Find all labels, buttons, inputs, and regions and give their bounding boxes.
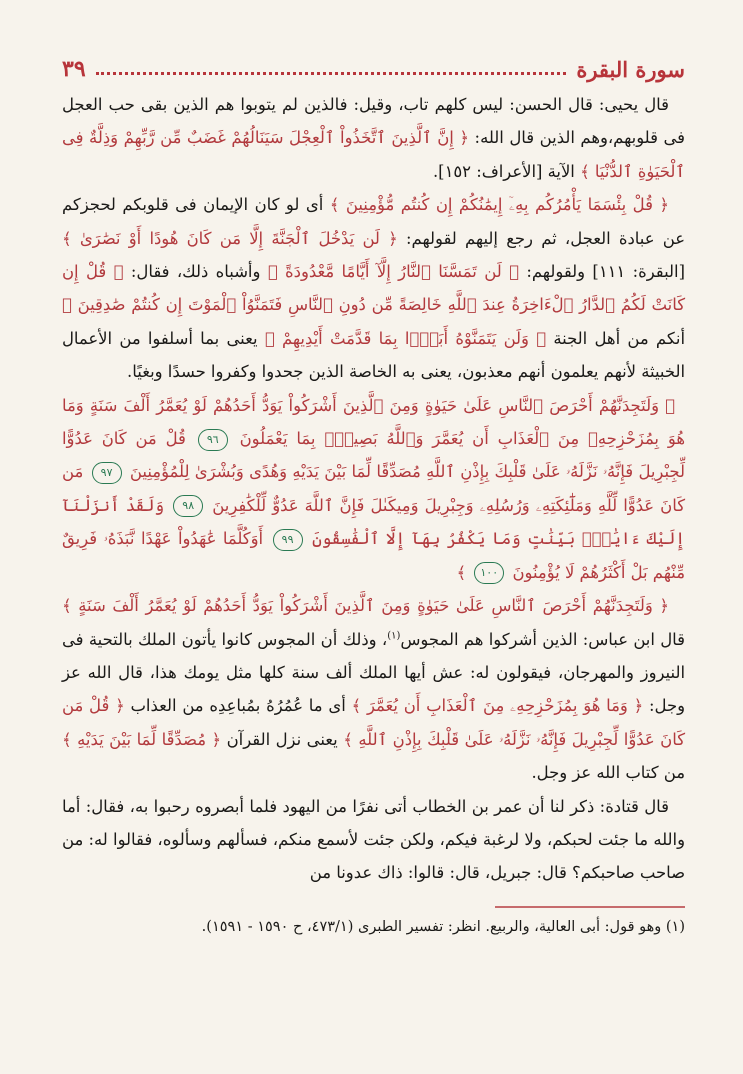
quran-quote: ﴿ مُصَدِّقًا لِّمَا بَيْنَ يَدَيْهِ ﴾	[62, 729, 222, 749]
paragraph	[62, 88, 685, 188]
page-number: ٣٩	[62, 56, 86, 82]
verse-number-marker: ٩٦	[198, 429, 228, 451]
quran-quote: ﴿ وَلَتَجِدَنَّهُمْ أَحْرَصَ ٱلنَّاسِ عَلَىٰ حَيَوٰةٍ وَمِنَ ٱلَّذِينَ أَشْرَكُواْ يَوَدُّ أَحَدُهُمْ لَوْ يُعَمَّرُ أَلْفَ سَنَةٍ وَمَا هُوَ بِمُزَحْزِحِهِۦ مِنَ ٱلْعَذَابِ أَن يُعَمَّرَ وَٱللَّهُ بَصِيرٌۢ بِمَا يَعْمَلُونَ	[62, 395, 685, 449]
quran-verse-block	[62, 389, 685, 589]
commentary-text: يعنى بما أسلفوا من الأعمال الخبيثة لأنهم يعلمون أنهم معذبون، يعنى به الخاصة الذين جحدوا وكفروا حسدًا وبغيًا.	[62, 328, 685, 382]
paragraph	[62, 790, 685, 890]
footnote: (١) وهو قول: أبى العالية، والربيع. انظر: تفسير الطبرى (٤٧٣/١، ح ١٥٩٠ - ١٥٩١).	[201, 918, 685, 935]
quran-quote: ﴿ قُلْ بِئْسَمَا يَأْمُرُكُم بِهِۦٓ إِيمَٰنُكُمْ إِن كُنتُم مُّؤْمِنِينَ ﴾	[329, 195, 670, 215]
commentary-text: من كتاب الله عز وجل.	[531, 763, 685, 783]
quran-quote: ﴿ إِنَّ ٱلَّذِينَ ٱتَّخَذُواْ ٱلْعِجْلَ سَيَنَالُهُمْ غَضَبٌ مِّن رَّبِّهِمْ وَذِلَّةٌ فِى ٱلْحَيَوٰةِ ٱلدُّنْيَا ﴾	[62, 128, 685, 181]
page-body	[62, 88, 685, 890]
commentary-text: أى لو كان الإيمان فى قلوبكم لحجزكم عن عبادة العجل، ثم رجع إليهم لقولهم:	[62, 195, 685, 248]
page-header	[62, 46, 685, 82]
quran-quote: قُلْ مَن كَانَ عَدُوًّا لِّجِبْرِيلَ فَإِنَّهُۥ نَزَّلَهُۥ عَلَىٰ قَلْبِكَ بِإِذْنِ ٱللَّهِ مُصَدِّقًا لِّمَا بَيْنَ يَدَيْهِ وَهُدًى وَبُشْرَىٰ لِلْمُؤْمِنِينَ	[62, 429, 685, 482]
quran-quote: ﴿ قُلْ إِن كَانَتْ لَكُمُ ٱلدَّارُ ٱلْءَاخِرَةُ عِندَ ٱللَّهِ خَالِصَةً مِّن دُونِ ٱلنَّاسِ فَتَمَنَّوُاْ ٱلْمَوْتَ إِن كُنتُمْ صَٰدِقِينَ ﴾	[62, 262, 685, 315]
footnote-reference: (١)	[387, 630, 401, 642]
verse-number-marker: ٩٧	[92, 462, 122, 484]
paragraph	[62, 188, 685, 388]
quran-quote: ﴿ وَلَتَجِدَنَّهُمْ أَحْرَصَ ٱلنَّاسِ عَلَىٰ حَيَوٰةٍ وَمِنَ ٱلَّذِينَ أَشْرَكُواْ يَوَدُّ أَحَدُهُمْ لَوْ يُعَمَّرُ أَلْفَ سَنَةٍ ﴾	[62, 596, 669, 616]
quran-quote: وَلَقَدْ أَنزَلْنَآ إِلَيْكَ ءَايَٰتٍۭ بَيِّنَٰتٍ وَمَا يَكْفُرُ بِهَآ إِلَّا ٱلْفَٰسِقُونَ	[62, 495, 685, 549]
commentary-text: قال قتادة: ذكر لنا أن عمر بن الخطاب أتى نفرًا من اليهود فلما أبصروه رحبوا به، فقال: أما والله ما جئت لحبكم، ولا لرغبة فيكم، ولكن جئت لأسمع منكم، فسألهم وسألوه، فقالوا له: من صاحب صاحبكم؟ قال: جبريل، قال: قالوا: ذاك عدونا من	[62, 796, 685, 883]
surah-title: سورة البقرة	[576, 57, 685, 82]
quran-quote: ﴿ قُلْ مَن كَانَ عَدُوًّا لِّجِبْرِيلَ فَإِنَّهُۥ نَزَّلَهُۥ عَلَىٰ قَلْبِكَ بِإِذْنِ ٱللَّهِ ﴾	[62, 696, 686, 749]
verse-number-marker: ١٠٠	[474, 562, 504, 584]
quran-quote: ﴿ وَلَن يَتَمَنَّوْهُ أَبَدًۢا بِمَا قَدَّمَتْ أَيْدِيهِمْ ﴾	[264, 328, 547, 348]
commentary-text: [البقرة: ١١١] ولقولهم:	[518, 262, 685, 282]
commentary-text: ، وذلك أن المجوس كانوا يأتون الملك بالتحية فى النيروز والمهرجان، فيقولون له: عش أيها الملك ألف سنة كلها مثل يومك هذا، قال الله عز وجل:	[62, 629, 686, 716]
quran-quote: ﴿ لَن يَدْخُلَ ٱلْجَنَّةَ إِلَّا مَن كَانَ هُودًا أَوْ نَصَٰرَىٰ ﴾	[62, 228, 398, 248]
commentary-text: وأشباه ذلك، فقال:	[123, 262, 268, 282]
verse-number-marker: ٩٨	[173, 495, 203, 517]
header-dotted-rule	[96, 72, 567, 75]
quran-quote: مَن كَانَ عَدُوًّا لِّلَّهِ وَمَلَٰٓئِكَتِهِۦ وَرُسُلِهِۦ وَجِبْرِيلَ وَمِيكَىٰلَ فَإِنَّ ٱللَّهَ عَدُوٌّ لِّلْكَٰفِرِينَ	[62, 462, 685, 515]
paragraph	[62, 589, 685, 789]
quran-quote: ﴿ لَن تَمَسَّنَا ٱلنَّارُ إِلَّآ أَيَّامًا مَّعْدُودَةً ﴾	[267, 262, 519, 282]
quran-quote: ﴿ وَمَا هُوَ بِمُزَحْزِحِهِۦ مِنَ ٱلْعَذَابِ أَن يُعَمَّرَ ﴾	[351, 696, 644, 716]
commentary-text: الآية [الأعراف: ١٥٢].	[432, 161, 581, 181]
quran-quote: أَوَكُلَّمَا عَٰهَدُواْ عَهْدًا نَّبَذَهُۥ فَرِيقٌ مِّنْهُم بَلْ أَكْثَرُهُمْ لَا يُؤْمِنُونَ	[62, 529, 685, 582]
verse-number-marker: ٩٩	[273, 529, 303, 551]
quran-quote: ﴾	[456, 562, 472, 582]
commentary-text: أنكم من أهل الجنة	[546, 328, 686, 348]
footnote-separator	[495, 906, 685, 908]
commentary-text: أى ما عُمُرُهُ بمُباعِدِه من العذاب	[124, 696, 352, 716]
commentary-text: قال يحيى: قال الحسن: ليس كلهم تاب، وقيل: فالذين لم يتوبوا هم الذين بقى حب العجل فى قلوبهم،وهم الذين قال الله:	[62, 95, 685, 148]
commentary-text: قال ابن عباس: الذين أشركوا هم المجوس	[400, 629, 685, 649]
commentary-text: يعنى نزل القرآن	[221, 729, 344, 749]
